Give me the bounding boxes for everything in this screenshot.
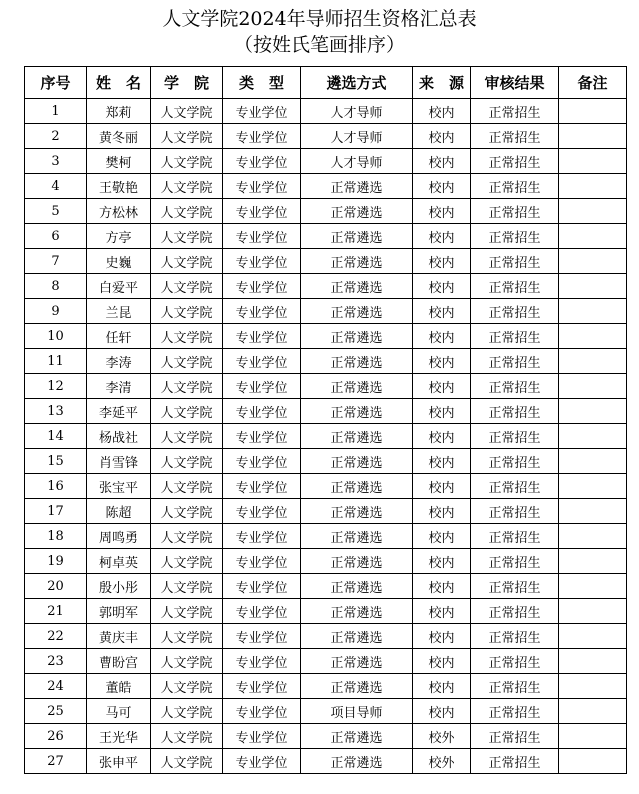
- cell-college: 人文学院: [151, 224, 223, 249]
- table-row: [25, 424, 627, 449]
- cell-selection-method: 人才导师: [301, 99, 413, 124]
- table-row: [25, 324, 627, 349]
- table-row: [25, 399, 627, 424]
- cell-index: 21: [25, 599, 87, 624]
- cell-type: 专业学位: [223, 424, 301, 449]
- cell-review-result: 正常招生: [471, 424, 559, 449]
- cell-remarks: [559, 699, 627, 724]
- cell-selection-method: 正常遴选: [301, 599, 413, 624]
- cell-remarks: [559, 624, 627, 649]
- cell-name: 张申平: [87, 749, 151, 774]
- cell-index: 24: [25, 674, 87, 699]
- cell-remarks: [559, 549, 627, 574]
- cell-remarks: [559, 649, 627, 674]
- table-row: [25, 374, 627, 399]
- cell-index: 4: [25, 174, 87, 199]
- column-header-college: 学 院: [151, 67, 223, 99]
- table-row: [25, 274, 627, 299]
- cell-name: 王光华: [87, 724, 151, 749]
- cell-remarks: [559, 149, 627, 174]
- cell-index: 3: [25, 149, 87, 174]
- cell-review-result: 正常招生: [471, 499, 559, 524]
- cell-source: 校内: [413, 624, 471, 649]
- cell-college: 人文学院: [151, 549, 223, 574]
- cell-type: 专业学位: [223, 374, 301, 399]
- cell-selection-method: 正常遴选: [301, 199, 413, 224]
- table-row: [25, 624, 627, 649]
- cell-name: 白爱平: [87, 274, 151, 299]
- cell-name: 郭明军: [87, 599, 151, 624]
- cell-selection-method: 正常遴选: [301, 474, 413, 499]
- table-body: [25, 99, 627, 774]
- cell-source: 校内: [413, 549, 471, 574]
- column-header-review-result: 审核结果: [471, 67, 559, 99]
- cell-type: 专业学位: [223, 449, 301, 474]
- cell-name: 黄庆丰: [87, 624, 151, 649]
- cell-remarks: [559, 599, 627, 624]
- cell-type: 专业学位: [223, 349, 301, 374]
- cell-college: 人文学院: [151, 399, 223, 424]
- cell-college: 人文学院: [151, 199, 223, 224]
- cell-source: 校内: [413, 199, 471, 224]
- cell-college: 人文学院: [151, 474, 223, 499]
- table-row: [25, 124, 627, 149]
- cell-name: 马可: [87, 699, 151, 724]
- cell-index: 8: [25, 274, 87, 299]
- cell-type: 专业学位: [223, 149, 301, 174]
- cell-remarks: [559, 224, 627, 249]
- cell-remarks: [559, 274, 627, 299]
- cell-name: 周鸣勇: [87, 524, 151, 549]
- cell-source: 校内: [413, 424, 471, 449]
- cell-source: 校内: [413, 399, 471, 424]
- cell-college: 人文学院: [151, 649, 223, 674]
- cell-index: 22: [25, 624, 87, 649]
- table-row: [25, 674, 627, 699]
- cell-selection-method: 正常遴选: [301, 724, 413, 749]
- cell-source: 校内: [413, 99, 471, 124]
- cell-review-result: 正常招生: [471, 449, 559, 474]
- cell-name: 殷小彤: [87, 574, 151, 599]
- cell-selection-method: 正常遴选: [301, 424, 413, 449]
- cell-review-result: 正常招生: [471, 274, 559, 299]
- cell-source: 校内: [413, 249, 471, 274]
- cell-name: 张宝平: [87, 474, 151, 499]
- table-row: [25, 224, 627, 249]
- table-row: [25, 149, 627, 174]
- cell-index: 25: [25, 699, 87, 724]
- cell-type: 专业学位: [223, 549, 301, 574]
- cell-type: 专业学位: [223, 699, 301, 724]
- cell-remarks: [559, 524, 627, 549]
- cell-remarks: [559, 99, 627, 124]
- cell-review-result: 正常招生: [471, 524, 559, 549]
- table-row: [25, 524, 627, 549]
- cell-type: 专业学位: [223, 174, 301, 199]
- cell-source: 校内: [413, 574, 471, 599]
- cell-review-result: 正常招生: [471, 749, 559, 774]
- cell-review-result: 正常招生: [471, 99, 559, 124]
- cell-name: 杨战社: [87, 424, 151, 449]
- cell-index: 9: [25, 299, 87, 324]
- cell-type: 专业学位: [223, 574, 301, 599]
- cell-remarks: [559, 174, 627, 199]
- cell-selection-method: 人才导师: [301, 124, 413, 149]
- supervisor-table: [24, 66, 627, 774]
- cell-index: 12: [25, 374, 87, 399]
- cell-selection-method: 正常遴选: [301, 549, 413, 574]
- cell-type: 专业学位: [223, 299, 301, 324]
- cell-index: 27: [25, 749, 87, 774]
- cell-college: 人文学院: [151, 749, 223, 774]
- cell-selection-method: 正常遴选: [301, 574, 413, 599]
- cell-source: 校内: [413, 599, 471, 624]
- cell-source: 校外: [413, 749, 471, 774]
- cell-college: 人文学院: [151, 99, 223, 124]
- cell-type: 专业学位: [223, 524, 301, 549]
- column-header-selection-method: 遴选方式: [301, 67, 413, 99]
- cell-remarks: [559, 299, 627, 324]
- column-header-name: 姓 名: [87, 67, 151, 99]
- table-row: [25, 299, 627, 324]
- cell-source: 校内: [413, 149, 471, 174]
- cell-college: 人文学院: [151, 724, 223, 749]
- cell-name: 柯卓英: [87, 549, 151, 574]
- table-row: [25, 649, 627, 674]
- cell-college: 人文学院: [151, 149, 223, 174]
- cell-selection-method: 正常遴选: [301, 399, 413, 424]
- cell-source: 校内: [413, 349, 471, 374]
- column-header-remarks: 备注: [559, 67, 627, 99]
- cell-review-result: 正常招生: [471, 349, 559, 374]
- cell-remarks: [559, 374, 627, 399]
- cell-index: 19: [25, 549, 87, 574]
- cell-type: 专业学位: [223, 599, 301, 624]
- cell-college: 人文学院: [151, 324, 223, 349]
- cell-name: 肖雪锋: [87, 449, 151, 474]
- cell-review-result: 正常招生: [471, 324, 559, 349]
- cell-remarks: [559, 324, 627, 349]
- cell-selection-method: 正常遴选: [301, 274, 413, 299]
- cell-name: 董皓: [87, 674, 151, 699]
- cell-review-result: 正常招生: [471, 599, 559, 624]
- cell-name: 方亭: [87, 224, 151, 249]
- cell-review-result: 正常招生: [471, 174, 559, 199]
- cell-college: 人文学院: [151, 349, 223, 374]
- cell-selection-method: 正常遴选: [301, 349, 413, 374]
- cell-review-result: 正常招生: [471, 249, 559, 274]
- cell-index: 14: [25, 424, 87, 449]
- cell-review-result: 正常招生: [471, 474, 559, 499]
- cell-college: 人文学院: [151, 599, 223, 624]
- table-row: [25, 599, 627, 624]
- table-row: [25, 724, 627, 749]
- cell-name: 李延平: [87, 399, 151, 424]
- cell-type: 专业学位: [223, 99, 301, 124]
- cell-college: 人文学院: [151, 499, 223, 524]
- cell-name: 曹盼宫: [87, 649, 151, 674]
- column-header-source: 来 源: [413, 67, 471, 99]
- table-row: [25, 499, 627, 524]
- cell-name: 郑莉: [87, 99, 151, 124]
- cell-remarks: [559, 399, 627, 424]
- cell-index: 7: [25, 249, 87, 274]
- cell-index: 11: [25, 349, 87, 374]
- cell-college: 人文学院: [151, 624, 223, 649]
- cell-college: 人文学院: [151, 699, 223, 724]
- cell-type: 专业学位: [223, 499, 301, 524]
- cell-remarks: [559, 249, 627, 274]
- cell-review-result: 正常招生: [471, 699, 559, 724]
- cell-review-result: 正常招生: [471, 199, 559, 224]
- cell-index: 6: [25, 224, 87, 249]
- cell-source: 校内: [413, 524, 471, 549]
- cell-review-result: 正常招生: [471, 149, 559, 174]
- cell-type: 专业学位: [223, 324, 301, 349]
- cell-remarks: [559, 499, 627, 524]
- cell-source: 校内: [413, 374, 471, 399]
- cell-selection-method: 正常遴选: [301, 674, 413, 699]
- cell-type: 专业学位: [223, 124, 301, 149]
- cell-selection-method: 人才导师: [301, 149, 413, 174]
- cell-college: 人文学院: [151, 124, 223, 149]
- cell-selection-method: 正常遴选: [301, 649, 413, 674]
- cell-review-result: 正常招生: [471, 399, 559, 424]
- cell-selection-method: 正常遴选: [301, 299, 413, 324]
- cell-type: 专业学位: [223, 674, 301, 699]
- cell-review-result: 正常招生: [471, 724, 559, 749]
- cell-college: 人文学院: [151, 249, 223, 274]
- cell-name: 王敬艳: [87, 174, 151, 199]
- table-row: [25, 199, 627, 224]
- cell-remarks: [559, 724, 627, 749]
- cell-index: 20: [25, 574, 87, 599]
- cell-name: 黄冬丽: [87, 124, 151, 149]
- cell-source: 校内: [413, 274, 471, 299]
- cell-index: 16: [25, 474, 87, 499]
- cell-selection-method: 正常遴选: [301, 524, 413, 549]
- cell-index: 23: [25, 649, 87, 674]
- cell-type: 专业学位: [223, 274, 301, 299]
- cell-name: 任轩: [87, 324, 151, 349]
- cell-type: 专业学位: [223, 224, 301, 249]
- cell-type: 专业学位: [223, 749, 301, 774]
- cell-index: 2: [25, 124, 87, 149]
- cell-review-result: 正常招生: [471, 299, 559, 324]
- cell-remarks: [559, 124, 627, 149]
- cell-name: 史巍: [87, 249, 151, 274]
- cell-index: 15: [25, 449, 87, 474]
- cell-remarks: [559, 574, 627, 599]
- cell-source: 校内: [413, 174, 471, 199]
- cell-source: 校内: [413, 224, 471, 249]
- cell-name: 兰昆: [87, 299, 151, 324]
- cell-index: 13: [25, 399, 87, 424]
- cell-selection-method: 正常遴选: [301, 374, 413, 399]
- cell-source: 校内: [413, 699, 471, 724]
- cell-remarks: [559, 674, 627, 699]
- cell-source: 校内: [413, 299, 471, 324]
- cell-remarks: [559, 349, 627, 374]
- cell-review-result: 正常招生: [471, 674, 559, 699]
- table-row: [25, 174, 627, 199]
- table-row: [25, 449, 627, 474]
- table-row: [25, 249, 627, 274]
- cell-type: 专业学位: [223, 724, 301, 749]
- document-title: 人文学院2024年导师招生资格汇总表: [162, 8, 477, 30]
- cell-name: 李清: [87, 374, 151, 399]
- cell-college: 人文学院: [151, 524, 223, 549]
- cell-selection-method: 正常遴选: [301, 749, 413, 774]
- cell-review-result: 正常招生: [471, 649, 559, 674]
- cell-source: 校内: [413, 674, 471, 699]
- cell-source: 校内: [413, 499, 471, 524]
- table-row: [25, 699, 627, 724]
- column-header-type: 类 型: [223, 67, 301, 99]
- cell-review-result: 正常招生: [471, 374, 559, 399]
- cell-review-result: 正常招生: [471, 574, 559, 599]
- cell-source: 校内: [413, 649, 471, 674]
- cell-review-result: 正常招生: [471, 624, 559, 649]
- cell-source: 校外: [413, 724, 471, 749]
- table-row: [25, 549, 627, 574]
- cell-selection-method: 正常遴选: [301, 224, 413, 249]
- cell-remarks: [559, 199, 627, 224]
- cell-source: 校内: [413, 449, 471, 474]
- column-header-index: 序号: [25, 67, 87, 99]
- cell-college: 人文学院: [151, 299, 223, 324]
- table-header-row: [25, 67, 627, 99]
- cell-index: 1: [25, 99, 87, 124]
- cell-index: 26: [25, 724, 87, 749]
- cell-name: 陈超: [87, 499, 151, 524]
- cell-index: 17: [25, 499, 87, 524]
- cell-name: 方松林: [87, 199, 151, 224]
- table-row: [25, 749, 627, 774]
- cell-selection-method: 正常遴选: [301, 624, 413, 649]
- cell-remarks: [559, 449, 627, 474]
- cell-type: 专业学位: [223, 624, 301, 649]
- cell-source: 校内: [413, 474, 471, 499]
- cell-college: 人文学院: [151, 674, 223, 699]
- table-row: [25, 474, 627, 499]
- cell-index: 5: [25, 199, 87, 224]
- cell-name: 樊柯: [87, 149, 151, 174]
- cell-source: 校内: [413, 124, 471, 149]
- cell-college: 人文学院: [151, 424, 223, 449]
- cell-review-result: 正常招生: [471, 549, 559, 574]
- cell-college: 人文学院: [151, 574, 223, 599]
- cell-selection-method: 正常遴选: [301, 174, 413, 199]
- table-row: [25, 574, 627, 599]
- cell-college: 人文学院: [151, 174, 223, 199]
- table-row: [25, 349, 627, 374]
- cell-type: 专业学位: [223, 249, 301, 274]
- cell-selection-method: 正常遴选: [301, 499, 413, 524]
- cell-index: 18: [25, 524, 87, 549]
- cell-source: 校内: [413, 324, 471, 349]
- cell-remarks: [559, 749, 627, 774]
- cell-type: 专业学位: [223, 474, 301, 499]
- cell-selection-method: 正常遴选: [301, 249, 413, 274]
- document-subtitle: （按姓氏笔画排序）: [233, 34, 405, 56]
- cell-selection-method: 项目导师: [301, 699, 413, 724]
- table-row: [25, 99, 627, 124]
- cell-name: 李涛: [87, 349, 151, 374]
- cell-review-result: 正常招生: [471, 224, 559, 249]
- cell-college: 人文学院: [151, 374, 223, 399]
- cell-type: 专业学位: [223, 649, 301, 674]
- cell-type: 专业学位: [223, 399, 301, 424]
- cell-review-result: 正常招生: [471, 124, 559, 149]
- cell-college: 人文学院: [151, 274, 223, 299]
- cell-selection-method: 正常遴选: [301, 324, 413, 349]
- cell-remarks: [559, 474, 627, 499]
- cell-college: 人文学院: [151, 449, 223, 474]
- cell-type: 专业学位: [223, 199, 301, 224]
- cell-remarks: [559, 424, 627, 449]
- cell-index: 10: [25, 324, 87, 349]
- cell-selection-method: 正常遴选: [301, 449, 413, 474]
